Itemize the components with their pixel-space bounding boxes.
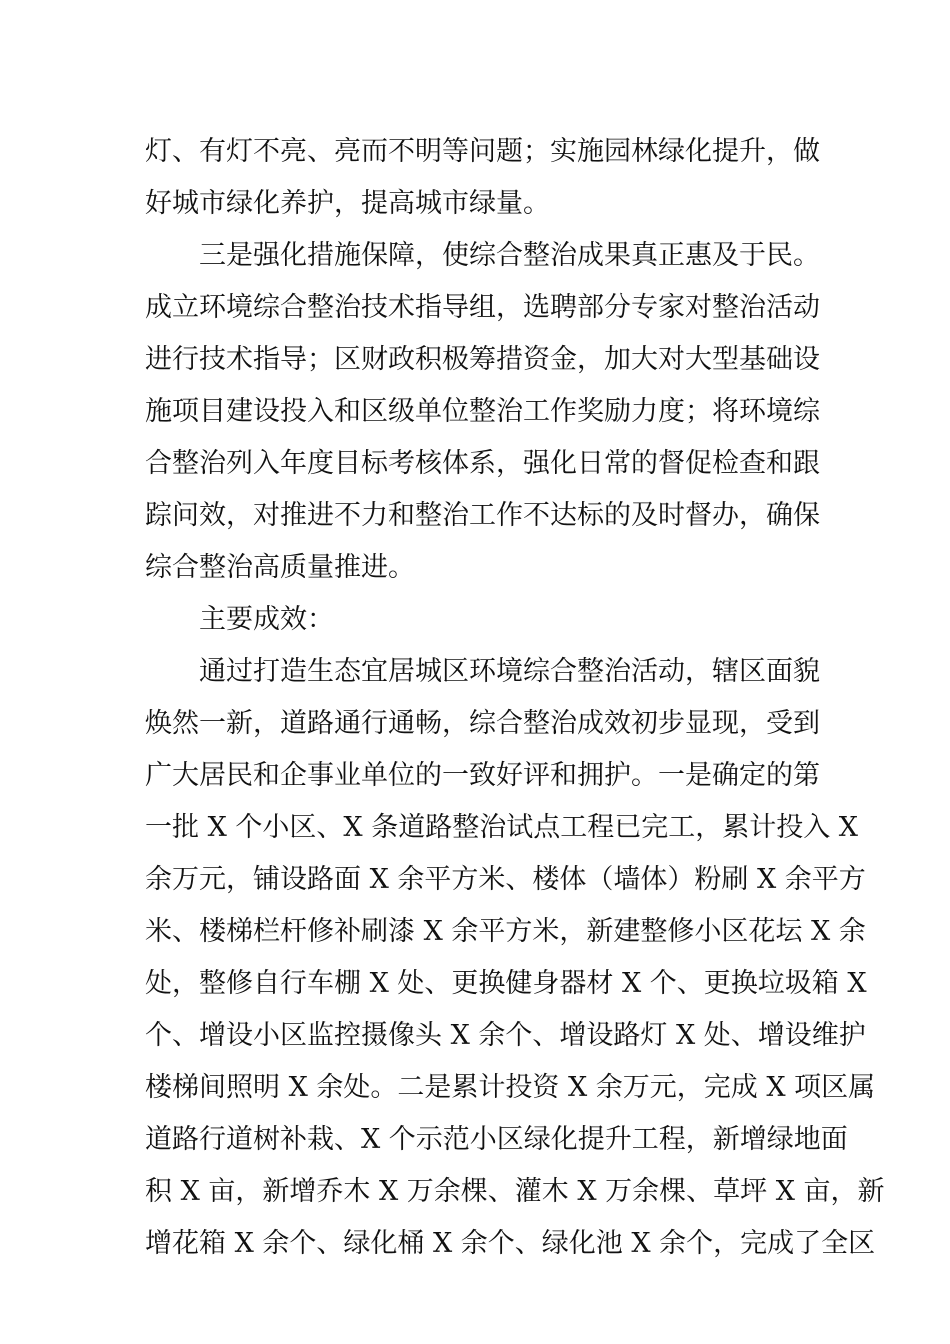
text-line: 处，整修自行车棚 X 处、更换健身器材 X 个、更换垃圾箱 X <box>145 968 867 999</box>
text-line: 灯、有灯不亮、亮而不明等问题；实施园林绿化提升，做 <box>145 136 820 167</box>
text-line: 好城市绿化养护，提高城市绿量。 <box>145 188 550 219</box>
text-line: 合整治列入年度目标考核体系，强化日常的督促检查和跟 <box>145 448 820 479</box>
text-line: 进行技术指导；区财政积极筹措资金，加大对大型基础设 <box>145 344 820 375</box>
text-line: 焕然一新，道路通行通畅，综合整治成效初步显现，受到 <box>145 708 820 739</box>
text-line: 余万元，铺设路面 X 余平方米、楼体（墙体）粉刷 X 余平方 <box>145 864 866 895</box>
text-line: 积 X 亩，新增乔木 X 万余棵、灌木 X 万余棵、草坪 X 亩，新 <box>145 1176 885 1207</box>
text-line: 施项目建设投入和区级单位整治工作奖励力度；将环境综 <box>145 396 820 427</box>
text-line: 楼梯间照明 X 余处。二是累计投资 X 余万元，完成 X 项区属 <box>145 1072 876 1103</box>
paragraph-start-line: 三是强化措施保障，使综合整治成果真正惠及于民。 <box>199 240 820 271</box>
document-body <box>145 126 885 1270</box>
paragraph-start-line: 通过打造生态宜居城区环境综合整治活动，辖区面貌 <box>199 656 820 687</box>
text-line: 广大居民和企事业单位的一致好评和拥护。一是确定的第 <box>145 760 820 791</box>
text-line: 综合整治高质量推进。 <box>145 552 415 583</box>
text-line: 米、楼梯栏杆修补刷漆 X 余平方米，新建整修小区花坛 X 余 <box>145 916 866 947</box>
text-line: 一批 X 个小区、X 条道路整治试点工程已完工，累计投入 X <box>145 812 858 843</box>
text-line: 道路行道树补栽、X 个示范小区绿化提升工程，新增绿地面 <box>145 1124 848 1155</box>
text-line: 个、增设小区监控摄像头 X 余个、增设路灯 X 处、增设维护 <box>145 1020 866 1051</box>
text-line: 增花箱 X 余个、绿化桶 X 余个、绿化池 X 余个，完成了全区 <box>145 1228 876 1259</box>
text-line: 踪问效，对推进不力和整治工作不达标的及时督办，确保 <box>145 500 820 531</box>
section-heading: 主要成效： <box>199 604 334 635</box>
text-line: 成立环境综合整治技术指导组，选聘部分专家对整治活动 <box>145 292 820 323</box>
